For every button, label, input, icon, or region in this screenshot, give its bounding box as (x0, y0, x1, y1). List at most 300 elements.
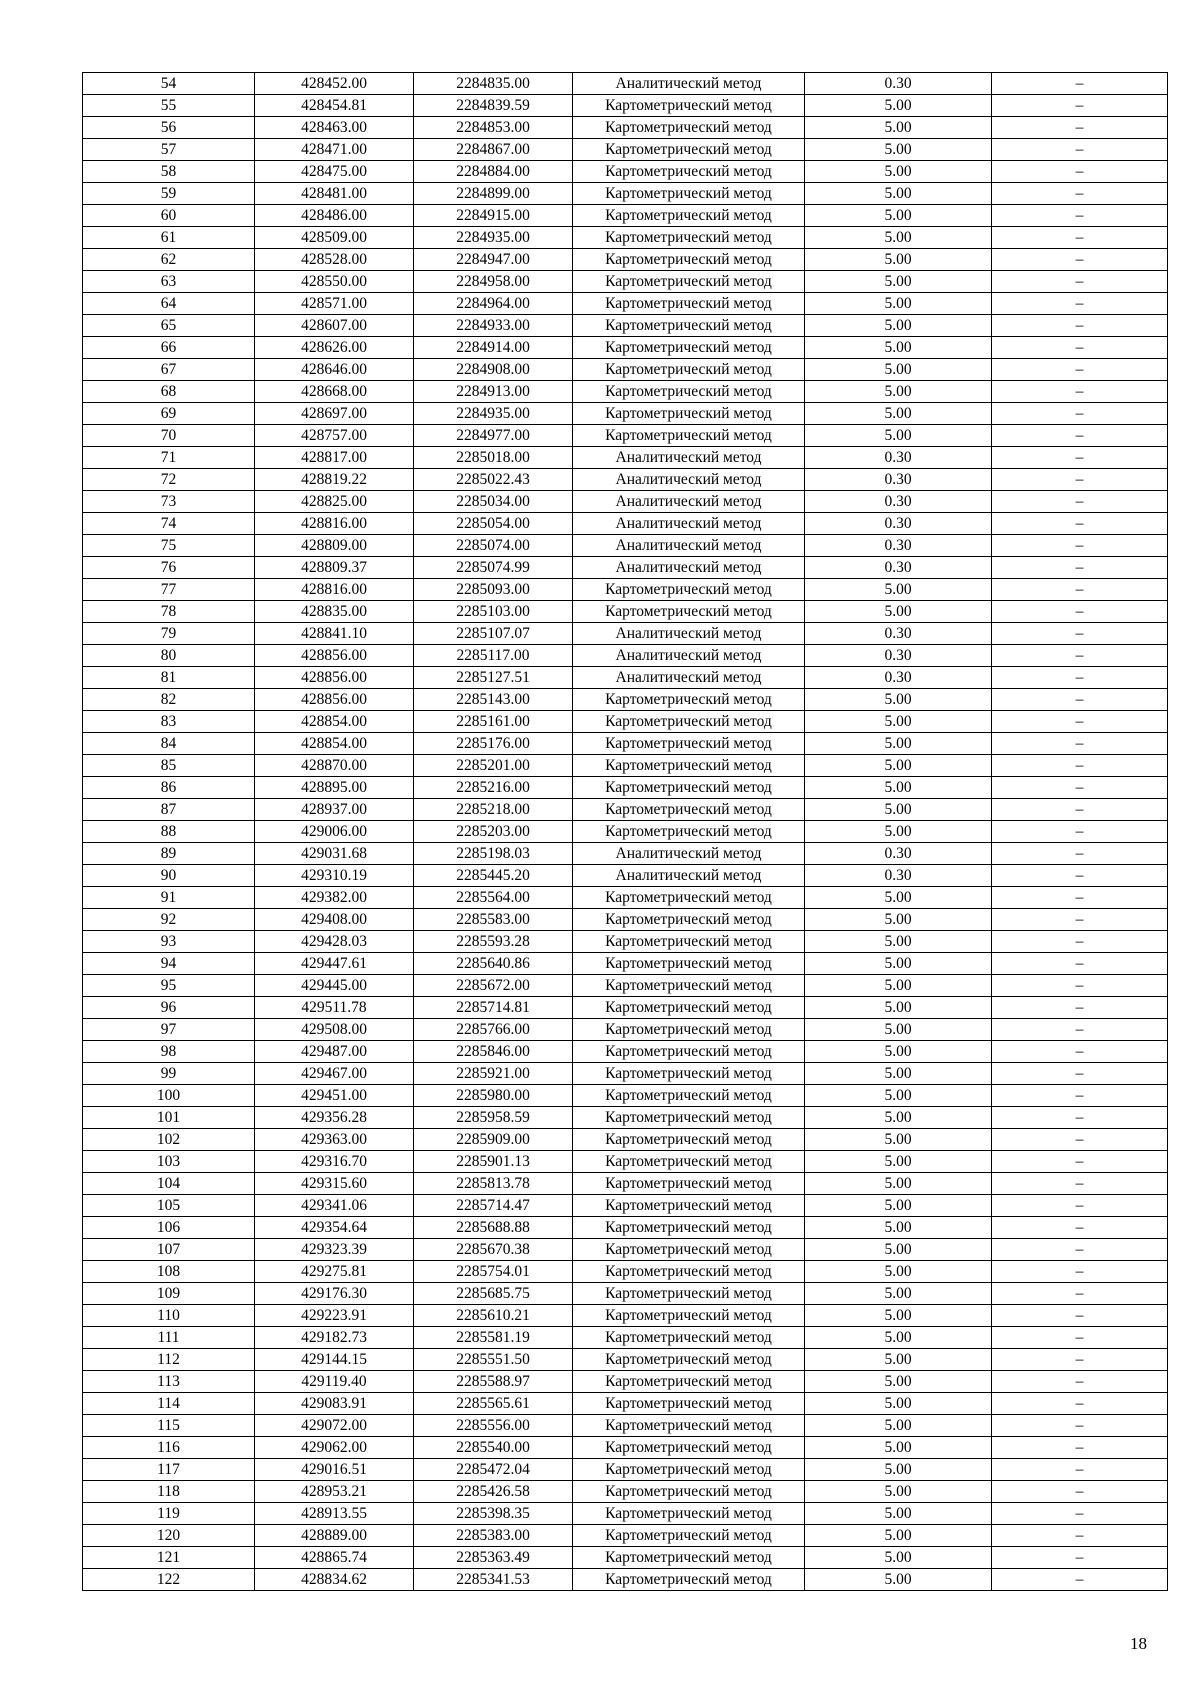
point-number-cell: 100 (83, 1085, 255, 1107)
table-row (83, 821, 1168, 843)
y-coordinate-cell: 2285363.49 (414, 1547, 573, 1569)
y-coordinate-cell: 2285670.38 (414, 1239, 573, 1261)
accuracy-cell: 5.00 (805, 337, 992, 359)
note-cell: – (992, 755, 1168, 777)
method-cell: Картометрический метод (573, 337, 805, 359)
y-coordinate-cell: 2284908.00 (414, 359, 573, 381)
point-number-cell: 108 (83, 1261, 255, 1283)
method-cell: Картометрический метод (573, 821, 805, 843)
table-row (83, 227, 1168, 249)
note-cell: – (992, 381, 1168, 403)
table-row (83, 73, 1168, 95)
y-coordinate-cell: 2285201.00 (414, 755, 573, 777)
table-row (83, 1019, 1168, 1041)
table-row (83, 1107, 1168, 1129)
table-row (83, 733, 1168, 755)
point-number-cell: 121 (83, 1547, 255, 1569)
point-number-cell: 97 (83, 1019, 255, 1041)
method-cell: Картометрический метод (573, 425, 805, 447)
y-coordinate-cell: 2284964.00 (414, 293, 573, 315)
x-coordinate-cell: 429428.03 (255, 931, 414, 953)
accuracy-cell: 5.00 (805, 755, 992, 777)
table-row (83, 1129, 1168, 1151)
table-row (83, 865, 1168, 887)
note-cell: – (992, 403, 1168, 425)
accuracy-cell: 5.00 (805, 293, 992, 315)
method-cell: Картометрический метод (573, 909, 805, 931)
table-row (83, 1437, 1168, 1459)
y-coordinate-cell: 2285640.86 (414, 953, 573, 975)
method-cell: Картометрический метод (573, 1107, 805, 1129)
accuracy-cell: 5.00 (805, 1063, 992, 1085)
x-coordinate-cell: 429382.00 (255, 887, 414, 909)
table-row (83, 931, 1168, 953)
note-cell: – (992, 1569, 1168, 1591)
x-coordinate-cell: 429083.91 (255, 1393, 414, 1415)
x-coordinate-cell: 428816.00 (255, 579, 414, 601)
table-body (83, 73, 1168, 1591)
note-cell: – (992, 1459, 1168, 1481)
point-number-cell: 105 (83, 1195, 255, 1217)
y-coordinate-cell: 2285074.99 (414, 557, 573, 579)
note-cell: – (992, 579, 1168, 601)
accuracy-cell: 5.00 (805, 733, 992, 755)
x-coordinate-cell: 428454.81 (255, 95, 414, 117)
y-coordinate-cell: 2284913.00 (414, 381, 573, 403)
accuracy-cell: 5.00 (805, 931, 992, 953)
method-cell: Картометрический метод (573, 777, 805, 799)
x-coordinate-cell: 428819.22 (255, 469, 414, 491)
x-coordinate-cell: 429447.61 (255, 953, 414, 975)
method-cell: Картометрический метод (573, 183, 805, 205)
table-row (83, 491, 1168, 513)
point-number-cell: 68 (83, 381, 255, 403)
point-number-cell: 88 (83, 821, 255, 843)
accuracy-cell: 5.00 (805, 227, 992, 249)
point-number-cell: 113 (83, 1371, 255, 1393)
accuracy-cell: 0.30 (805, 491, 992, 513)
table-row (83, 777, 1168, 799)
x-coordinate-cell: 429062.00 (255, 1437, 414, 1459)
table-row (83, 513, 1168, 535)
y-coordinate-cell: 2285685.75 (414, 1283, 573, 1305)
x-coordinate-cell: 428646.00 (255, 359, 414, 381)
point-number-cell: 106 (83, 1217, 255, 1239)
point-number-cell: 75 (83, 535, 255, 557)
method-cell: Картометрический метод (573, 359, 805, 381)
point-number-cell: 117 (83, 1459, 255, 1481)
table-row (83, 425, 1168, 447)
method-cell: Картометрический метод (573, 1459, 805, 1481)
note-cell: – (992, 1151, 1168, 1173)
y-coordinate-cell: 2284853.00 (414, 117, 573, 139)
accuracy-cell: 5.00 (805, 1085, 992, 1107)
note-cell: – (992, 1041, 1168, 1063)
accuracy-cell: 5.00 (805, 425, 992, 447)
method-cell: Картометрический метод (573, 1063, 805, 1085)
table-row (83, 975, 1168, 997)
accuracy-cell: 5.00 (805, 1459, 992, 1481)
method-cell: Картометрический метод (573, 117, 805, 139)
point-number-cell: 116 (83, 1437, 255, 1459)
table-row (83, 843, 1168, 865)
point-number-cell: 60 (83, 205, 255, 227)
method-cell: Картометрический метод (573, 1173, 805, 1195)
accuracy-cell: 5.00 (805, 1019, 992, 1041)
note-cell: – (992, 975, 1168, 997)
y-coordinate-cell: 2285588.97 (414, 1371, 573, 1393)
point-number-cell: 118 (83, 1481, 255, 1503)
table-row (83, 557, 1168, 579)
point-number-cell: 93 (83, 931, 255, 953)
method-cell: Картометрический метод (573, 1481, 805, 1503)
method-cell: Аналитический метод (573, 535, 805, 557)
method-cell: Картометрический метод (573, 1327, 805, 1349)
note-cell: – (992, 557, 1168, 579)
table-row (83, 469, 1168, 491)
point-number-cell: 56 (83, 117, 255, 139)
note-cell: – (992, 1503, 1168, 1525)
y-coordinate-cell: 2284977.00 (414, 425, 573, 447)
method-cell: Картометрический метод (573, 755, 805, 777)
method-cell: Картометрический метод (573, 1239, 805, 1261)
note-cell: – (992, 1349, 1168, 1371)
accuracy-cell: 0.30 (805, 469, 992, 491)
point-number-cell: 102 (83, 1129, 255, 1151)
y-coordinate-cell: 2285143.00 (414, 689, 573, 711)
table-row (83, 689, 1168, 711)
method-cell: Картометрический метод (573, 271, 805, 293)
method-cell: Картометрический метод (573, 1503, 805, 1525)
point-number-cell: 63 (83, 271, 255, 293)
note-cell: – (992, 1547, 1168, 1569)
table-row (83, 535, 1168, 557)
y-coordinate-cell: 2285583.00 (414, 909, 573, 931)
table-row (83, 887, 1168, 909)
point-number-cell: 89 (83, 843, 255, 865)
method-cell: Картометрический метод (573, 1019, 805, 1041)
x-coordinate-cell: 429006.00 (255, 821, 414, 843)
accuracy-cell: 5.00 (805, 1261, 992, 1283)
method-cell: Картометрический метод (573, 953, 805, 975)
point-number-cell: 58 (83, 161, 255, 183)
x-coordinate-cell: 429315.60 (255, 1173, 414, 1195)
table-row (83, 1217, 1168, 1239)
point-number-cell: 112 (83, 1349, 255, 1371)
table-row (83, 1327, 1168, 1349)
note-cell: – (992, 821, 1168, 843)
method-cell: Картометрический метод (573, 161, 805, 183)
note-cell: – (992, 535, 1168, 557)
point-number-cell: 115 (83, 1415, 255, 1437)
point-number-cell: 120 (83, 1525, 255, 1547)
method-cell: Картометрический метод (573, 887, 805, 909)
point-number-cell: 61 (83, 227, 255, 249)
accuracy-cell: 5.00 (805, 711, 992, 733)
page-number: 18 (1130, 1634, 1147, 1653)
method-cell: Аналитический метод (573, 513, 805, 535)
x-coordinate-cell: 428895.00 (255, 777, 414, 799)
accuracy-cell: 5.00 (805, 205, 992, 227)
x-coordinate-cell: 429341.06 (255, 1195, 414, 1217)
y-coordinate-cell: 2285161.00 (414, 711, 573, 733)
point-number-cell: 80 (83, 645, 255, 667)
note-cell: – (992, 1261, 1168, 1283)
x-coordinate-cell: 429310.19 (255, 865, 414, 887)
y-coordinate-cell: 2285672.00 (414, 975, 573, 997)
table-row (83, 161, 1168, 183)
accuracy-cell: 5.00 (805, 1239, 992, 1261)
x-coordinate-cell: 429451.00 (255, 1085, 414, 1107)
method-cell: Аналитический метод (573, 73, 805, 95)
table-row (83, 337, 1168, 359)
method-cell: Картометрический метод (573, 1305, 805, 1327)
x-coordinate-cell: 429445.00 (255, 975, 414, 997)
accuracy-cell: 5.00 (805, 799, 992, 821)
accuracy-cell: 5.00 (805, 1569, 992, 1591)
table-row (83, 447, 1168, 469)
note-cell: – (992, 865, 1168, 887)
y-coordinate-cell: 2285198.03 (414, 843, 573, 865)
note-cell: – (992, 997, 1168, 1019)
y-coordinate-cell: 2284914.00 (414, 337, 573, 359)
point-number-cell: 84 (83, 733, 255, 755)
accuracy-cell: 5.00 (805, 1503, 992, 1525)
method-cell: Аналитический метод (573, 491, 805, 513)
method-cell: Картометрический метод (573, 689, 805, 711)
accuracy-cell: 5.00 (805, 821, 992, 843)
accuracy-cell: 5.00 (805, 975, 992, 997)
point-number-cell: 81 (83, 667, 255, 689)
method-cell: Картометрический метод (573, 227, 805, 249)
note-cell: – (992, 1239, 1168, 1261)
note-cell: – (992, 1019, 1168, 1041)
table-row (83, 403, 1168, 425)
x-coordinate-cell: 428856.00 (255, 667, 414, 689)
point-number-cell: 57 (83, 139, 255, 161)
note-cell: – (992, 337, 1168, 359)
y-coordinate-cell: 2285218.00 (414, 799, 573, 821)
coordinates-table (82, 72, 1168, 1591)
method-cell: Картометрический метод (573, 403, 805, 425)
accuracy-cell: 0.30 (805, 843, 992, 865)
table-row (83, 645, 1168, 667)
method-cell: Картометрический метод (573, 205, 805, 227)
accuracy-cell: 5.00 (805, 887, 992, 909)
point-number-cell: 78 (83, 601, 255, 623)
point-number-cell: 87 (83, 799, 255, 821)
note-cell: – (992, 1107, 1168, 1129)
point-number-cell: 104 (83, 1173, 255, 1195)
accuracy-cell: 5.00 (805, 1481, 992, 1503)
y-coordinate-cell: 2285426.58 (414, 1481, 573, 1503)
y-coordinate-cell: 2285341.53 (414, 1569, 573, 1591)
method-cell: Аналитический метод (573, 623, 805, 645)
accuracy-cell: 5.00 (805, 161, 992, 183)
table-row (83, 117, 1168, 139)
point-number-cell: 54 (83, 73, 255, 95)
note-cell: – (992, 183, 1168, 205)
point-number-cell: 79 (83, 623, 255, 645)
x-coordinate-cell: 428817.00 (255, 447, 414, 469)
note-cell: – (992, 1415, 1168, 1437)
note-cell: – (992, 1481, 1168, 1503)
method-cell: Картометрический метод (573, 579, 805, 601)
y-coordinate-cell: 2285714.47 (414, 1195, 573, 1217)
table-row (83, 381, 1168, 403)
y-coordinate-cell: 2285093.00 (414, 579, 573, 601)
note-cell: – (992, 271, 1168, 293)
method-cell: Картометрический метод (573, 733, 805, 755)
method-cell: Картометрический метод (573, 1547, 805, 1569)
note-cell: – (992, 139, 1168, 161)
accuracy-cell: 0.30 (805, 535, 992, 557)
table-row (83, 183, 1168, 205)
y-coordinate-cell: 2285398.35 (414, 1503, 573, 1525)
x-coordinate-cell: 429119.40 (255, 1371, 414, 1393)
accuracy-cell: 5.00 (805, 579, 992, 601)
point-number-cell: 66 (83, 337, 255, 359)
method-cell: Картометрический метод (573, 249, 805, 271)
point-number-cell: 107 (83, 1239, 255, 1261)
note-cell: – (992, 359, 1168, 381)
accuracy-cell: 5.00 (805, 139, 992, 161)
accuracy-cell: 5.00 (805, 1041, 992, 1063)
y-coordinate-cell: 2285813.78 (414, 1173, 573, 1195)
note-cell: – (992, 95, 1168, 117)
table-row (83, 293, 1168, 315)
point-number-cell: 91 (83, 887, 255, 909)
x-coordinate-cell: 428870.00 (255, 755, 414, 777)
y-coordinate-cell: 2285540.00 (414, 1437, 573, 1459)
method-cell: Картометрический метод (573, 1415, 805, 1437)
y-coordinate-cell: 2285909.00 (414, 1129, 573, 1151)
method-cell: Картометрический метод (573, 315, 805, 337)
note-cell: – (992, 161, 1168, 183)
point-number-cell: 92 (83, 909, 255, 931)
table-row (83, 1041, 1168, 1063)
accuracy-cell: 5.00 (805, 249, 992, 271)
table-row (83, 1151, 1168, 1173)
accuracy-cell: 5.00 (805, 1415, 992, 1437)
accuracy-cell: 5.00 (805, 1349, 992, 1371)
x-coordinate-cell: 428471.00 (255, 139, 414, 161)
x-coordinate-cell: 428937.00 (255, 799, 414, 821)
y-coordinate-cell: 2285593.28 (414, 931, 573, 953)
note-cell: – (992, 447, 1168, 469)
method-cell: Картометрический метод (573, 1437, 805, 1459)
point-number-cell: 111 (83, 1327, 255, 1349)
method-cell: Картометрический метод (573, 975, 805, 997)
y-coordinate-cell: 2285766.00 (414, 1019, 573, 1041)
table-row (83, 623, 1168, 645)
table-row (83, 601, 1168, 623)
y-coordinate-cell: 2285034.00 (414, 491, 573, 513)
table-row (83, 1261, 1168, 1283)
accuracy-cell: 0.30 (805, 645, 992, 667)
method-cell: Картометрический метод (573, 1393, 805, 1415)
accuracy-cell: 5.00 (805, 1151, 992, 1173)
note-cell: – (992, 931, 1168, 953)
point-number-cell: 86 (83, 777, 255, 799)
note-cell: – (992, 953, 1168, 975)
y-coordinate-cell: 2285551.50 (414, 1349, 573, 1371)
table-row (83, 1481, 1168, 1503)
table-row (83, 1459, 1168, 1481)
y-coordinate-cell: 2285921.00 (414, 1063, 573, 1085)
x-coordinate-cell: 429176.30 (255, 1283, 414, 1305)
table-row (83, 909, 1168, 931)
x-coordinate-cell: 428509.00 (255, 227, 414, 249)
note-cell: – (992, 293, 1168, 315)
note-cell: – (992, 513, 1168, 535)
point-number-cell: 73 (83, 491, 255, 513)
accuracy-cell: 5.00 (805, 689, 992, 711)
y-coordinate-cell: 2285901.13 (414, 1151, 573, 1173)
y-coordinate-cell: 2285117.00 (414, 645, 573, 667)
accuracy-cell: 5.00 (805, 183, 992, 205)
x-coordinate-cell: 428835.00 (255, 601, 414, 623)
table-row (83, 667, 1168, 689)
method-cell: Картометрический метод (573, 997, 805, 1019)
x-coordinate-cell: 428481.00 (255, 183, 414, 205)
note-cell: – (992, 117, 1168, 139)
accuracy-cell: 5.00 (805, 601, 992, 623)
y-coordinate-cell: 2284884.00 (414, 161, 573, 183)
accuracy-cell: 5.00 (805, 117, 992, 139)
method-cell: Картометрический метод (573, 799, 805, 821)
accuracy-cell: 0.30 (805, 557, 992, 579)
x-coordinate-cell: 428571.00 (255, 293, 414, 315)
x-coordinate-cell: 429144.15 (255, 1349, 414, 1371)
accuracy-cell: 0.30 (805, 73, 992, 95)
accuracy-cell: 5.00 (805, 1107, 992, 1129)
point-number-cell: 109 (83, 1283, 255, 1305)
note-cell: – (992, 1437, 1168, 1459)
point-number-cell: 99 (83, 1063, 255, 1085)
y-coordinate-cell: 2285127.51 (414, 667, 573, 689)
x-coordinate-cell: 429511.78 (255, 997, 414, 1019)
x-coordinate-cell: 428953.21 (255, 1481, 414, 1503)
y-coordinate-cell: 2285176.00 (414, 733, 573, 755)
y-coordinate-cell: 2285610.21 (414, 1305, 573, 1327)
method-cell: Картометрический метод (573, 1129, 805, 1151)
accuracy-cell: 5.00 (805, 1547, 992, 1569)
x-coordinate-cell: 429275.81 (255, 1261, 414, 1283)
method-cell: Картометрический метод (573, 1349, 805, 1371)
note-cell: – (992, 1195, 1168, 1217)
accuracy-cell: 5.00 (805, 1305, 992, 1327)
x-coordinate-cell: 429316.70 (255, 1151, 414, 1173)
note-cell: – (992, 491, 1168, 513)
x-coordinate-cell: 428809.00 (255, 535, 414, 557)
x-coordinate-cell: 428841.10 (255, 623, 414, 645)
y-coordinate-cell: 2284958.00 (414, 271, 573, 293)
table-row (83, 271, 1168, 293)
y-coordinate-cell: 2285564.00 (414, 887, 573, 909)
note-cell: – (992, 73, 1168, 95)
note-cell: – (992, 777, 1168, 799)
x-coordinate-cell: 428626.00 (255, 337, 414, 359)
x-coordinate-cell: 428463.00 (255, 117, 414, 139)
table-row (83, 315, 1168, 337)
note-cell: – (992, 1173, 1168, 1195)
x-coordinate-cell: 429354.64 (255, 1217, 414, 1239)
note-cell: – (992, 249, 1168, 271)
table-row (83, 1305, 1168, 1327)
method-cell: Аналитический метод (573, 865, 805, 887)
method-cell: Картометрический метод (573, 601, 805, 623)
